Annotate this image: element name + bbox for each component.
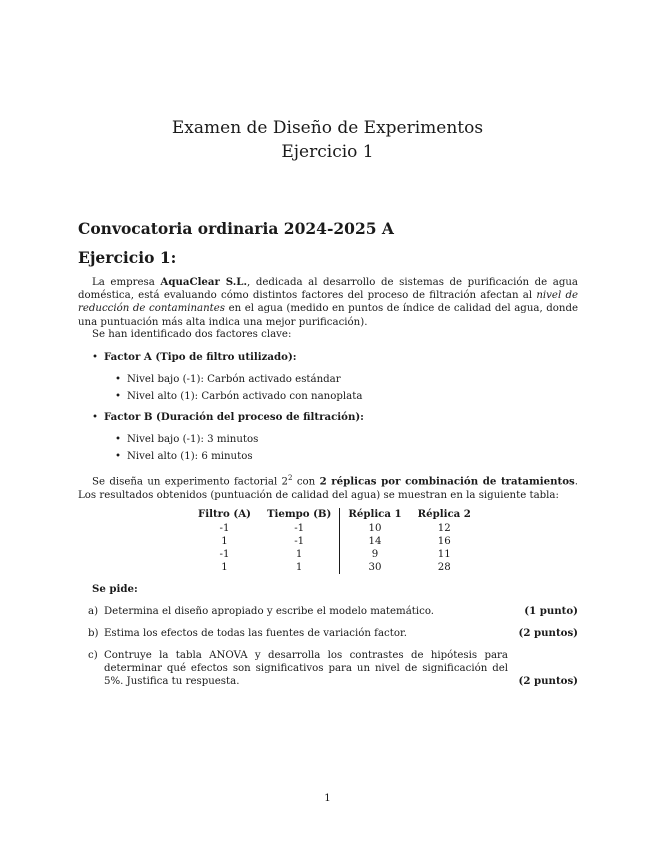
- factor-b-level-high: • Nivel alto (1): 6 minutos: [115, 451, 253, 462]
- bullet-icon: •: [92, 352, 99, 363]
- question-a: a) Determina el diseño apropiado y escribe el modelo matemático. (1 punto): [88, 605, 578, 617]
- factor-a-level-low: • Nivel bajo (-1): Carbón activado estándar: [115, 374, 341, 385]
- bullet-icon: •: [115, 374, 122, 385]
- bullet-icon: •: [115, 434, 122, 445]
- results-table: [190, 508, 479, 574]
- header-replica-1: Réplica 1: [348, 508, 402, 520]
- bullet-icon: •: [92, 412, 99, 423]
- question-c: c) Contruye la tabla ANOVA y desarrolla los contrastes de hipótesis para determinar qué efectos son significativos para un nivel de significación del 5%. Justifica tu respuesta. (2 puntos): [88, 650, 578, 688]
- factor-a-level-high: • Nivel alto (1): Carbón activado con nanoplata: [115, 391, 363, 402]
- bullet-icon: •: [115, 451, 122, 462]
- section-heading: Convocatoria ordinaria 2024-2025 A: [78, 219, 394, 238]
- factors-intro: Se han identificado dos factores clave:: [92, 329, 292, 340]
- emphasis-text: nivel de reducción de contaminantes: [78, 290, 578, 315]
- bullet-icon: •: [115, 391, 122, 402]
- question-b: b) Estima los efectos de todas las fuentes de variación factor. (2 puntos): [88, 627, 578, 639]
- header-tiempo: Tiempo (B): [259, 508, 340, 522]
- factor-b: • Factor B (Duración del proceso de filtración):: [92, 411, 364, 423]
- exercise-heading: Ejercicio 1:: [78, 248, 177, 267]
- question-points: (2 puntos): [518, 627, 578, 639]
- table-row: -1 -1 10 12: [219, 523, 451, 534]
- design-paragraph: Se diseña un experimento factorial $2^2$ con 2 réplicas por combinación de tratamientos. Los resultados obtenidos (puntuación de calidad del agua) se muestran en la siguiente tabla:: [78, 474, 578, 501]
- question-points: (2 puntos): [518, 675, 578, 688]
- company-name: AquaClear S.L.: [160, 276, 248, 288]
- table-row: 1 1 30 28: [221, 562, 451, 573]
- intro-paragraph: La empresa AquaClear S.L., dedicada al desarrollo de sistemas de purificación de agua doméstica, está evaluando cómo distintos factores del proceso de filtración afectan al nivel de reducción de contaminantes en el agua (medido en puntos de índice de calidad del agua, donde una puntuación más alta indica una mejor purificación).: [78, 276, 579, 328]
- ask-heading: Se pide:: [92, 583, 138, 595]
- title-line-1: Examen de Diseño de Experimentos: [171, 118, 484, 138]
- table-row: -1 1 9 11: [219, 549, 451, 560]
- factor-a: • Factor A (Tipo de filtro utilizado):: [92, 351, 297, 363]
- factor-b-level-low: • Nivel bajo (-1): 3 minutos: [115, 434, 259, 445]
- document-title: [0, 116, 655, 164]
- header-filtro: Filtro (A): [198, 508, 251, 520]
- table-row: 1 -1 14 16: [221, 536, 451, 547]
- table-header-row: [190, 508, 479, 522]
- header-replica-2: Réplica 2: [417, 508, 471, 520]
- question-points: (1 punto): [524, 605, 578, 617]
- page-number: 1: [324, 793, 331, 804]
- title-line-2: Ejercicio 1: [281, 142, 374, 162]
